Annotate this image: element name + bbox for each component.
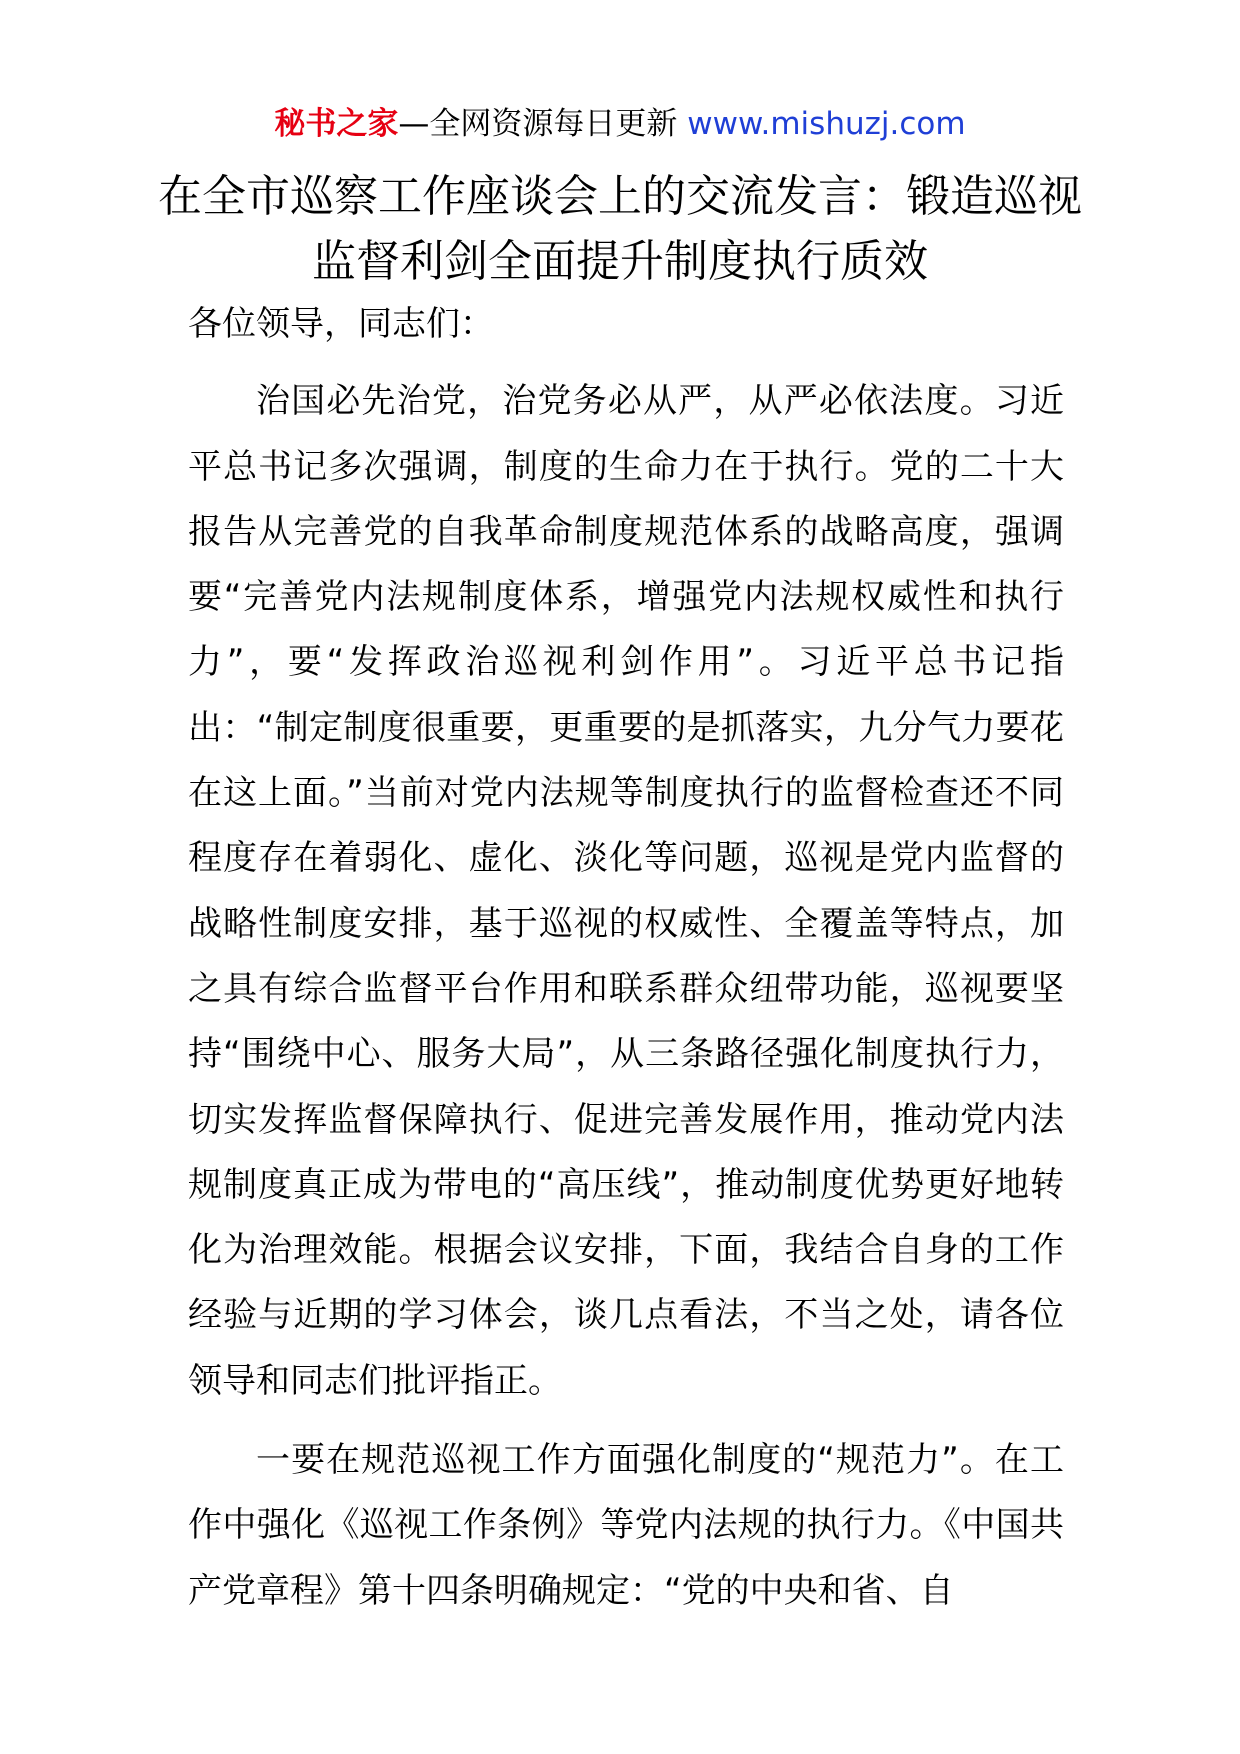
site-brand: 秘书之家 — [274, 106, 399, 142]
document-title: 在全市巡察工作座谈会上的交流发言：锻造巡视监督利剑全面提升制度执行质效 — [158, 171, 1082, 287]
site-url-link[interactable]: www.mishuzj.com — [687, 106, 966, 142]
salutation: 各位领导，同志们： — [188, 304, 494, 344]
site-header — [0, 104, 1240, 144]
site-slogan: —全网资源每日更新 — [398, 106, 678, 142]
document-body — [188, 292, 1064, 1638]
paragraph-first-point: 一要在规范巡视工作方面强化制度的“规范力”。在工作中强化《巡视工作条例》等党内法规的执行力。《中国共产党章程》第十四条明确规定：“党的中央和省、自 — [188, 1440, 1064, 1611]
paragraph-intro: 治国必先治党，治党务必从严，从严必依法度。习近平总书记多次强调，制度的生命力在于执行。党的二十大报告从完善党的自我革命制度规范体系的战略高度，强调要“完善党内法规制度体系，增强党内法规权威性和执行力”，要“发挥政治巡视利剑作用”。习近平总书记指出：“制定制度很重要，更重要的是抓落实，九分气力要花在这上面。”当前对党内法规等制度执行的监督检查还不同程度存在着弱化、虚化、淡化等问题，巡视是党内监督的战略性制度安排，基于巡视的权威性、全覆盖等特点，加之具有综合监督平台作用和联系群众纽带功能，巡视要坚持“围绕中心、服务大局”，从三条路径强化制度执行力，切实发挥监督保障执行、促进完善发展作用，推动党内法规制度真正成为带电的“高压线”，推动制度优势更好地转化为治理效能。根据会议安排，下面，我结合自身的工作经验与近期的学习体会，谈几点看法，不当之处，请各位领导和同志们批评指正。 — [188, 381, 1064, 1401]
